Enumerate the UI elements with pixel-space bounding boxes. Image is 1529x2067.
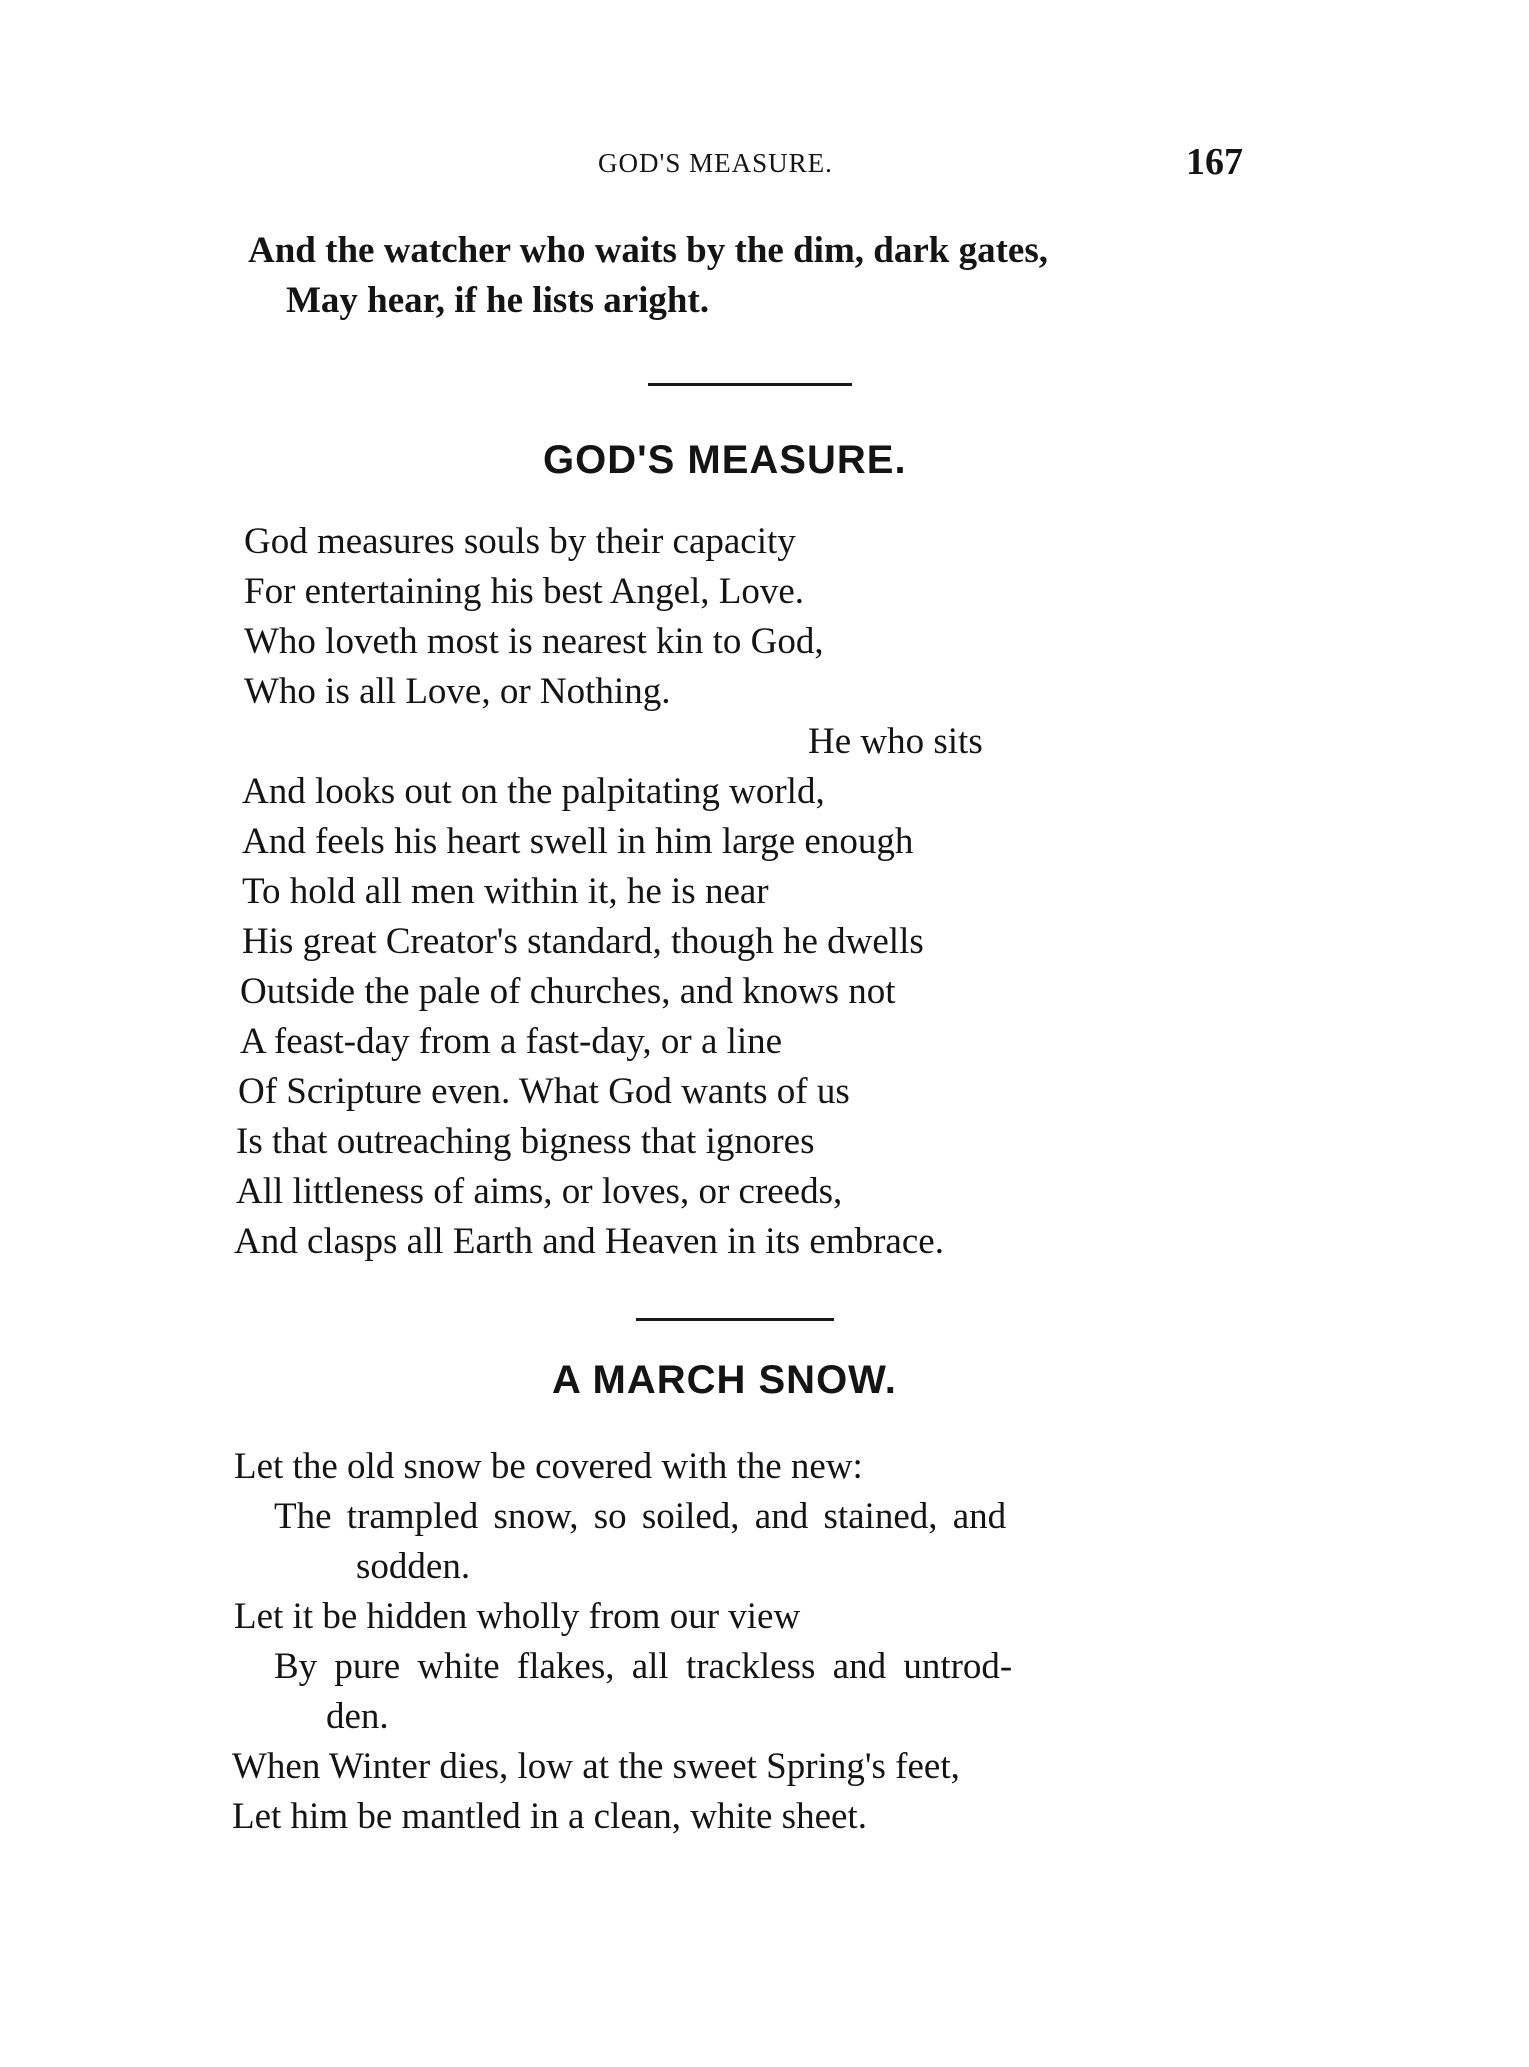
poem-title: A MARCH SNOW.	[552, 1358, 897, 1402]
page-number: 167	[1186, 141, 1243, 183]
poem-line: Who loveth most is nearest kin to God,	[244, 621, 824, 662]
poem-line: He who sits	[808, 721, 983, 762]
poem-line: Let it be hidden wholly from our view	[234, 1596, 801, 1637]
poem-line: God measures souls by their capacity	[244, 521, 796, 562]
poem-line: Of Scripture even. What God wants of us	[238, 1071, 850, 1112]
poem-line: den.	[326, 1696, 389, 1737]
section-divider	[636, 1318, 834, 1321]
poem-line: All littleness of aims, or loves, or creeds,	[236, 1171, 843, 1212]
prev-poem-line: May hear, if he lists aright.	[286, 280, 710, 321]
poem-line: When Winter dies, low at the sweet Spring's feet,	[232, 1746, 960, 1787]
poem-line: Who is all Love, or Nothing.	[244, 671, 671, 712]
poem-line: A feast-day from a fast-day, or a line	[240, 1021, 783, 1062]
prev-poem-line: And the watcher who waits by the dim, dark gates,	[248, 230, 1048, 271]
poem-line: Outside the pale of churches, and knows not	[240, 971, 896, 1012]
poem-line: Is that outreaching bigness that ignores	[236, 1121, 815, 1162]
poem-line: Let him be mantled in a clean, white sheet.	[232, 1796, 867, 1837]
poem-line: Let the old snow be covered with the new:	[234, 1446, 863, 1487]
running-header: GOD'S MEASURE.	[598, 148, 833, 178]
poem-line: And looks out on the palpitating world,	[242, 771, 825, 812]
poem-line: To hold all men within it, he is near	[242, 871, 769, 912]
poem-line: For entertaining his best Angel, Love.	[244, 571, 805, 612]
poem-line: And clasps all Earth and Heaven in its embrace.	[234, 1221, 944, 1262]
poem-line: And feels his heart swell in him large enough	[242, 821, 914, 862]
poem-line: sodden.	[356, 1546, 471, 1587]
section-divider	[648, 383, 852, 386]
poem-line: His great Creator's standard, though he dwells	[242, 921, 924, 962]
poem-line: By pure white flakes, all trackless and untrod-	[274, 1646, 1013, 1687]
poem-line: The trampled snow, so soiled, and stained, and	[274, 1496, 1007, 1537]
poem-title: GOD'S MEASURE.	[543, 438, 907, 482]
